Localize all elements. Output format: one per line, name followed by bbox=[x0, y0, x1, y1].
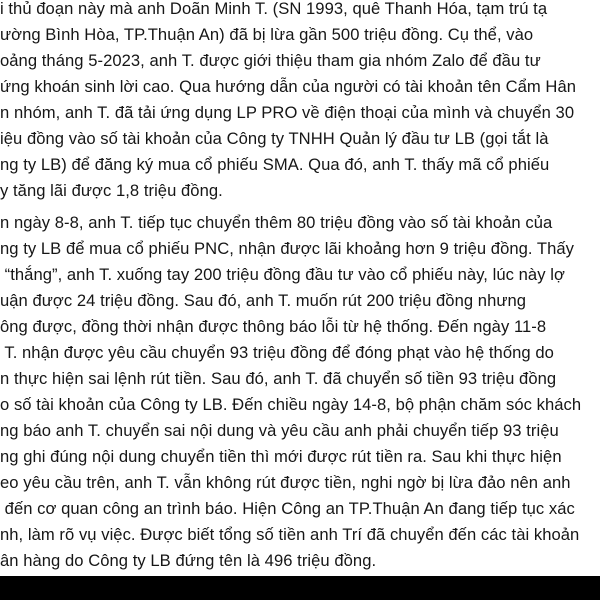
article-line: ứng khoán sinh lời cao. Qua hướng dẫn của người có tài khoản tên Cẩm Hân bbox=[0, 77, 577, 96]
article-line: n nhóm, anh T. đã tải ứng dụng LP PRO về điện thoại của mình và chuyển 30 bbox=[0, 103, 575, 122]
article-line: ường Bình Hòa, TP.Thuận An) đã bị lừa gần 500 triệu đồng. Cụ thể, vào bbox=[0, 25, 534, 44]
article-line: n thực hiện sai lệnh rút tiền. Sau đó, anh T. đã chuyển số tiền 93 triệu đồng bbox=[0, 369, 557, 388]
article-line: ng ty LB để mua cổ phiếu PNC, nhận được lãi khoảng hơn 9 triệu đồng. Thấy bbox=[0, 239, 575, 258]
article-line: n ngày 8-8, anh T. tiếp tục chuyển thêm 80 triệu đồng vào số tài khoản của bbox=[0, 213, 553, 232]
article-line: ng ghi đúng nội dung chuyển tiền thì mới được rút tiền ra. Sau khi thực hiện bbox=[0, 447, 562, 466]
article-line: eo yêu cầu trên, anh T. vẫn không rút được tiền, nghi ngờ bị lừa đảo nên anh bbox=[0, 473, 571, 492]
article-line: T. nhận được yêu cầu chuyển 93 triệu đồng để đóng phạt vào hệ thống do bbox=[0, 343, 554, 362]
article-line: ng ty LB) để đăng ký mua cổ phiếu SMA. Qua đó, anh T. thấy mã cổ phiếu bbox=[0, 155, 550, 174]
article-line: iệu đồng vào số tài khoản của Công ty TNHH Quản lý đầu tư LB (gọi tắt là bbox=[0, 129, 549, 148]
article-line: “thắng”, anh T. xuống tay 200 triệu đồng đầu tư vào cổ phiếu này, lúc này lợ bbox=[0, 265, 565, 284]
article-line: đến cơ quan công an trình báo. Hiện Công an TP.Thuận An đang tiếp tục xác bbox=[0, 499, 575, 518]
article-line: nh, làm rõ vụ việc. Được biết tổng số tiền anh Trí đã chuyển đến các tài khoản bbox=[0, 525, 580, 544]
article-line: ng báo anh T. chuyển sai nội dung và yêu cầu anh phải chuyển tiếp 93 triệu bbox=[0, 421, 559, 440]
article-line: oảng tháng 5-2023, anh T. được giới thiệu tham gia nhóm Zalo để đầu tư bbox=[0, 51, 541, 70]
article-line: ân hàng do Công ty LB đứng tên là 496 triệu đồng. bbox=[0, 551, 377, 570]
bottom-black-bar bbox=[0, 576, 600, 600]
article-line: y tăng lãi được 1,8 triệu đồng. bbox=[0, 181, 223, 200]
article-line: ông được, đồng thời nhận được thông báo lỗi từ hệ thống. Đến ngày 11-8 bbox=[0, 317, 547, 336]
article-line: uận được 24 triệu đồng. Sau đó, anh T. muốn rút 200 triệu đồng nhưng bbox=[0, 291, 527, 310]
article-line: i thủ đoạn này mà anh Doãn Minh T. (SN 1993, quê Thanh Hóa, tạm trú tạ bbox=[0, 0, 548, 18]
article-line: o số tài khoản của Công ty LB. Đến chiều ngày 14-8, bộ phận chăm sóc khách bbox=[0, 395, 582, 414]
